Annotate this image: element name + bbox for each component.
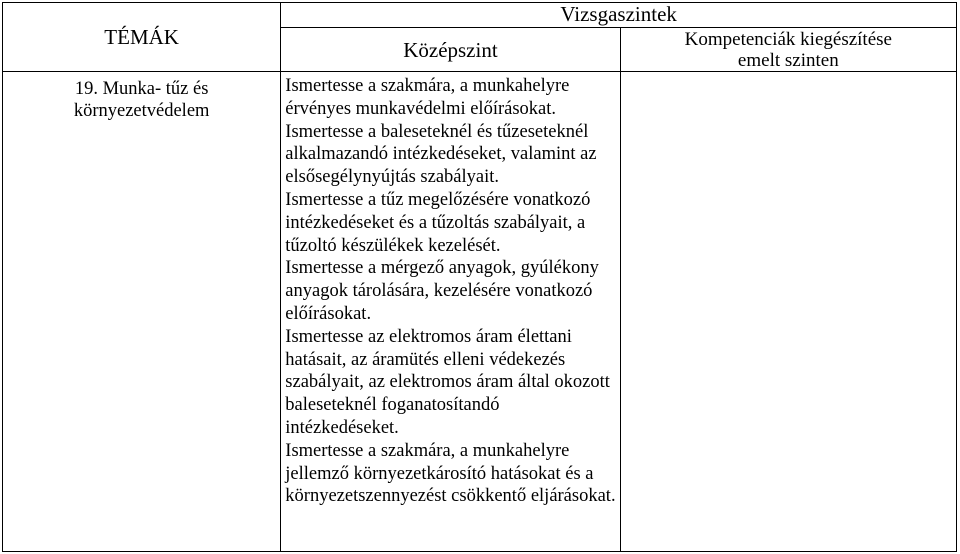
requirement-item: Ismertesse a tűz megelőzésére vonatkozó intézkedéseket és a tűzoltás szabályait, a tűzoltó készülékek kezelését. xyxy=(285,189,591,256)
requirement-item: Ismertesse a szakmára, a munkahelyre jellemző környezetkárosító hatásokat és a környezetszennyezést csökkentő eljárásokat. xyxy=(285,440,616,507)
topic-cell xyxy=(3,72,281,552)
advanced-requirements-cell xyxy=(620,72,956,552)
intermediate-requirements-cell xyxy=(281,72,620,552)
advanced-level-header xyxy=(620,28,956,72)
intermediate-level-header: Középszint xyxy=(281,28,620,72)
requirement-item: Ismertesse a baleseteknél és tűzeseteknél alkalmazandó intézkedéseket, valamint az elsősegélynyújtás szabályait. xyxy=(285,121,597,188)
header-row-top xyxy=(3,3,957,28)
exam-requirements-table xyxy=(2,2,957,552)
advanced-header-line2: emelt szinten xyxy=(737,50,839,71)
requirement-item: Ismertesse a mérgező anyagok, gyúlékony anyagok tárolására, kezelésére vonatkozó előírásokat. xyxy=(285,258,599,324)
topic-title-line2: környezetvédelem xyxy=(73,101,210,121)
advanced-header-line1: Kompetenciák kiegészítése xyxy=(684,29,892,50)
topics-header: TÉMÁK xyxy=(3,3,281,72)
topic-row xyxy=(3,72,957,552)
topic-title-line1: 19. Munka- tűz és xyxy=(74,79,209,99)
requirement-item: Ismertesse a szakmára, a munkahelyre érvényes munkavédelmi előírásokat. xyxy=(285,76,570,119)
requirement-item: Ismertesse az elektromos áram élettani hatásait, az áramütés elleni védekezés szabályait, az elektromos áram által okozott baleseteknél foganatosítandó intézkedéseket. xyxy=(285,326,610,438)
exam-levels-header: Vizsgaszintek xyxy=(281,3,957,28)
